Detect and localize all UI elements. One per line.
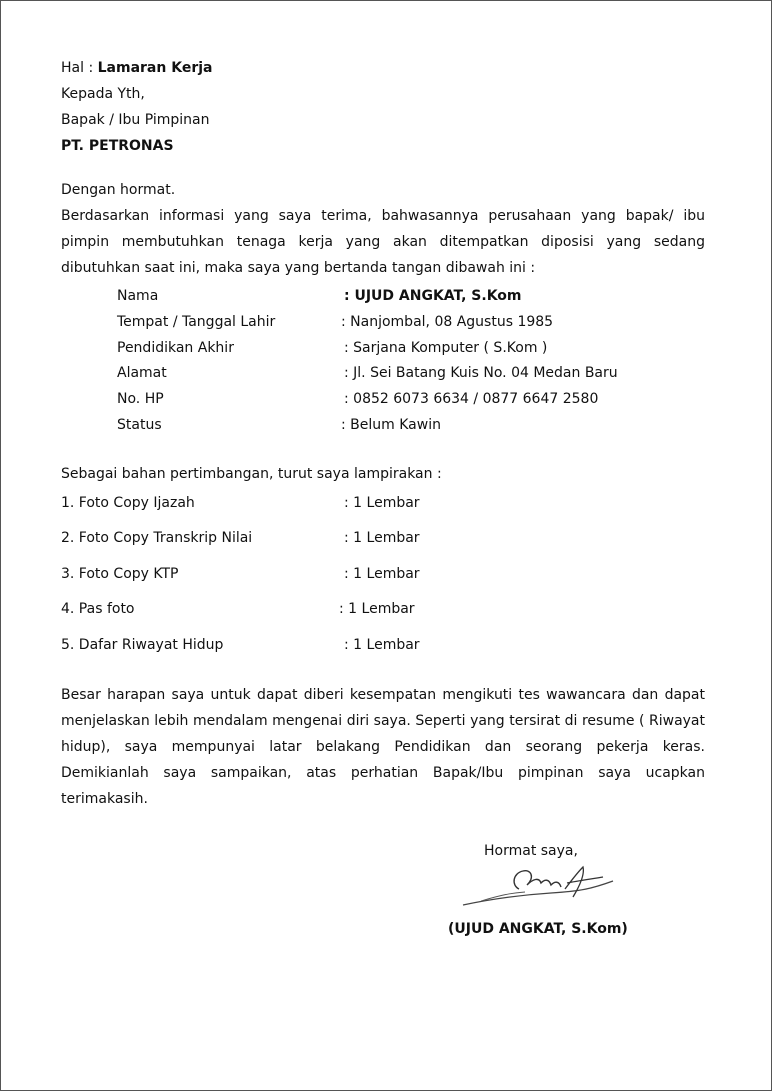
company-name: PT. PETRONAS xyxy=(61,138,174,154)
attachment-label: 4. Pas foto xyxy=(61,601,135,617)
subject-value: Lamaran Kerja xyxy=(97,60,213,76)
greeting: Dengan hormat. xyxy=(61,182,176,198)
attachment-value: : 1 Lembar xyxy=(344,530,420,546)
identity-value: : Sarjana Komputer ( S.Kom ) xyxy=(344,340,548,356)
attachment-label: 1. Foto Copy Ijazah xyxy=(61,495,195,511)
identity-label: Tempat / Tanggal Lahir xyxy=(117,314,276,330)
attachment-label: 5. Dafar Riwayat Hidup xyxy=(61,637,224,653)
attachment-value: : 1 Lembar xyxy=(344,495,420,511)
identity-label: No. HP xyxy=(117,391,164,407)
identity-value: : Belum Kawin xyxy=(341,417,441,433)
identity-label: Alamat xyxy=(117,365,167,381)
intro-paragraph: Berdasarkan informasi yang saya terima, bahwasannya perusahaan yang bapak/ ibu pimpin membutuhkan tenaga kerja yang akan ditempatkan diposisi yang sedang dibutuhkan saat ini, maka saya yang bertanda tangan dibawah ini : xyxy=(61,208,705,276)
handwritten-signature xyxy=(461,859,621,911)
closing-paragraph: Besar harapan saya untuk dapat diberi kesempatan mengikuti tes wawancara dan dapat menjelaskan lebih mendalam mengenai diri saya. Seperti yang tersirat di resume ( Riwayat hidup), saya mempunyai latar belakang Pendidikan dan seorang pekerja keras. Demikianlah saya sampaikan, atas perhatian Bapak/Ibu pimpinan saya ucapkan terimakasih. xyxy=(61,687,705,807)
identity-label: Nama xyxy=(117,288,159,304)
identity-value: : Nanjombal, 08 Agustus 1985 xyxy=(341,314,554,330)
signature-salutation: Hormat saya, xyxy=(484,843,578,859)
identity-value: : UJUD ANGKAT, S.Kom xyxy=(344,288,522,304)
kepada-line: Kepada Yth, xyxy=(61,86,145,102)
attachment-label: 2. Foto Copy Transkrip Nilai xyxy=(61,530,253,546)
attachments-intro: Sebagai bahan pertimbangan, turut saya lampirakan : xyxy=(61,466,442,482)
signatory-name: (UJUD ANGKAT, S.Kom) xyxy=(448,921,628,937)
identity-value: : 0852 6073 6634 / 0877 6647 2580 xyxy=(344,391,599,407)
attachment-label: 3. Foto Copy KTP xyxy=(61,566,179,582)
subject-line xyxy=(61,59,212,77)
attachment-value: : 1 Lembar xyxy=(344,637,420,653)
recipient-line: Bapak / Ibu Pimpinan xyxy=(61,112,210,128)
identity-value: : Jl. Sei Batang Kuis No. 04 Medan Baru xyxy=(344,365,618,381)
attachment-value: : 1 Lembar xyxy=(339,601,415,617)
attachment-value: : 1 Lembar xyxy=(344,566,420,582)
identity-label: Status xyxy=(117,417,162,433)
identity-label: Pendidikan Akhir xyxy=(117,340,234,356)
subject-label: Hal : xyxy=(61,60,94,76)
